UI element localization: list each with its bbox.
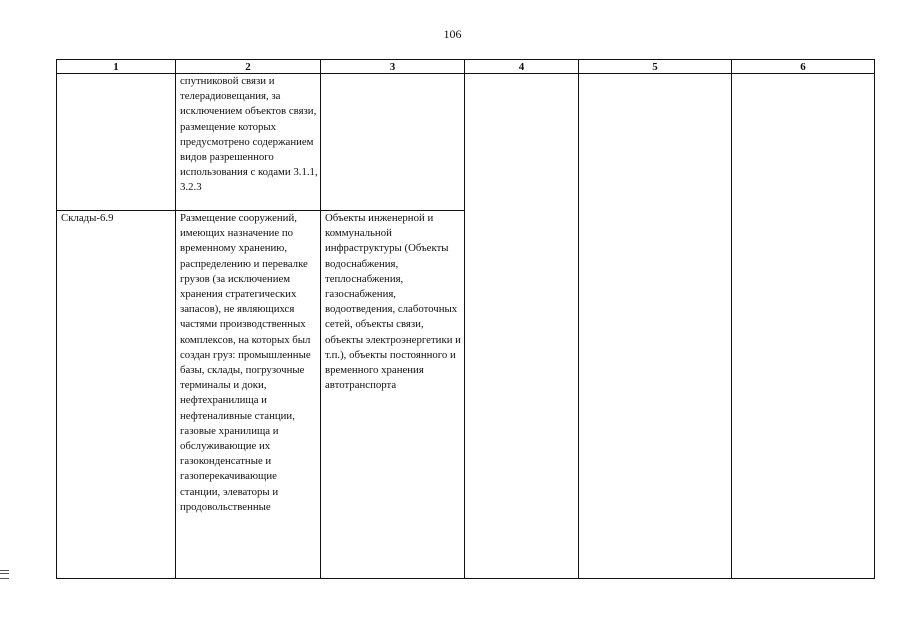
column-header-6: 6 <box>732 60 875 74</box>
zoning-table <box>56 59 875 579</box>
table-cell <box>321 74 465 211</box>
column-header-1: 1 <box>57 60 176 74</box>
table-cell <box>465 74 579 579</box>
page-number: 106 <box>443 27 462 41</box>
table-cell <box>732 74 875 579</box>
table-row <box>57 74 875 211</box>
table-cell <box>57 74 176 211</box>
table-cell: Размещение сооружений, имеющих назначение по временному хранению, распределению и перевалке грузов (за исключением хранения стратегических запасов), не являющихся частями производственных комплексов, на которых был создан груз: промышленные базы, склады, погрузочные терминалы и доки, нефтехранилища и нефтеналивные станции, газовые хранилища и обслуживающие их газоконденсатные и газоперекачивающие станции, элеваторы и продовольственные <box>176 211 321 579</box>
table-header-row <box>57 60 875 74</box>
column-header-3: 3 <box>321 60 465 74</box>
table-cell: спутниковой связи и телерадиовещания, за исключением объектов связи, размещение которых предусмотрено содержанием видов разрешенного использования с кодами 3.1.1, 3.2.3 <box>176 74 321 211</box>
column-header-4: 4 <box>465 60 579 74</box>
table-cell: Склады-6.9 <box>57 211 176 579</box>
scan-edge-mark <box>0 570 9 579</box>
column-header-2: 2 <box>176 60 321 74</box>
table-cell: Объекты инженерной и коммунальной инфраструктуры (Объекты водоснабжения, теплоснабжения, газоснабжения, водоотведения, слаботочных сетей, объекты связи, объекты электроэнергетики и т.п.), объекты постоянного и временного хранения автотранспорта <box>321 211 465 579</box>
column-header-5: 5 <box>579 60 732 74</box>
table-cell <box>579 74 732 579</box>
